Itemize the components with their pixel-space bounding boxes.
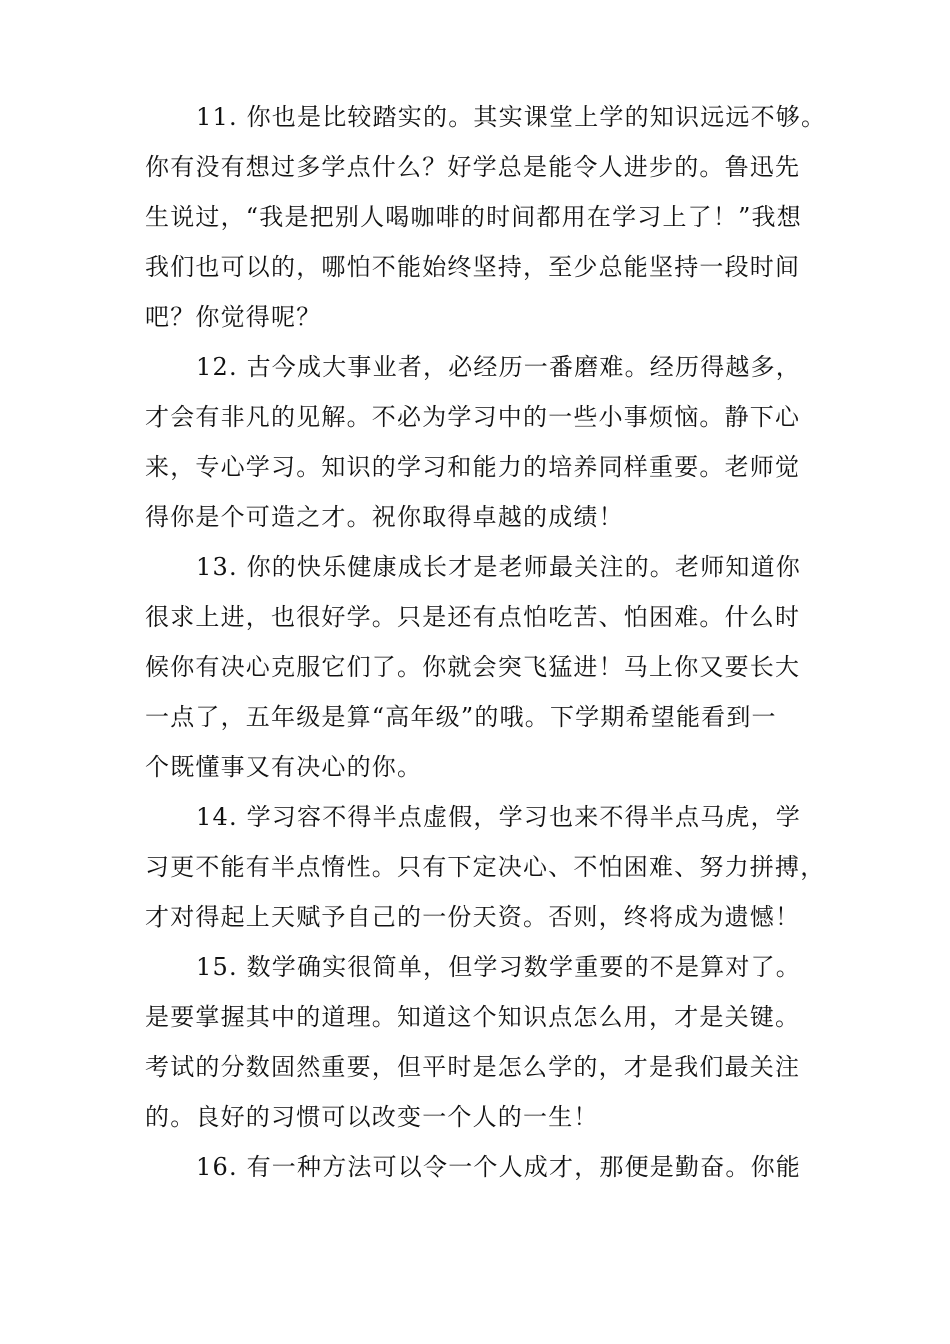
paragraph-11-line-1: 11. 你也是比较踏实的。其实课堂上学的知识远远不够。 xyxy=(196,103,827,131)
paragraph-11-line-5: 吧？你觉得呢？ xyxy=(145,303,322,331)
paragraph-15-line-2: 是要掌握其中的道理。知道这个知识点怎么用，才是关键。 xyxy=(145,1003,801,1031)
paragraph-12-line-4: 得你是个可造之才。祝你取得卓越的成绩！ xyxy=(145,503,624,531)
paragraph-11-line-3: 生说过，“我是把别人喝咖啡的时间都用在学习上了！”我想 xyxy=(145,203,802,231)
paragraph-16-line-1: 16. 有一种方法可以令一个人成才，那便是勤奋。你能 xyxy=(196,1153,801,1181)
paragraph-13-line-5: 个既懂事又有决心的你。 xyxy=(145,753,423,781)
paragraph-11-line-2: 你有没有想过多学点什么？好学总是能令人进步的。鲁迅先 xyxy=(145,153,801,181)
paragraph-15-line-4: 的。良好的习惯可以改变一个人的一生！ xyxy=(145,1103,599,1131)
paragraph-11-line-4: 我们也可以的，哪怕不能始终坚持，至少总能坚持一段时间 xyxy=(145,253,801,281)
paragraph-13-line-1: 13. 你的快乐健康成长才是老师最关注的。老师知道你 xyxy=(196,553,801,581)
paragraph-12-line-3: 来，专心学习。知识的学习和能力的培养同样重要。老师觉 xyxy=(145,453,801,481)
paragraph-13-line-3: 候你有决心克服它们了。你就会突飞猛进！马上你又要长大 xyxy=(145,653,801,681)
paragraph-13-line-4: 一点了，五年级是算“高年级”的哦。下学期希望能看到一 xyxy=(145,703,777,731)
paragraph-15-line-3: 考试的分数固然重要，但平时是怎么学的，才是我们最关注 xyxy=(145,1053,801,1081)
paragraph-12-line-2: 才会有非凡的见解。不必为学习中的一些小事烦恼。静下心 xyxy=(145,403,801,431)
paragraph-14-line-3: 才对得起上天赋予自己的一份天资。否则，终将成为遗憾！ xyxy=(145,903,801,931)
paragraph-13-line-2: 很求上进，也很好学。只是还有点怕吃苦、怕困难。什么时 xyxy=(145,603,801,631)
paragraph-14-line-1: 14. 学习容不得半点虚假，学习也来不得半点马虎，学 xyxy=(196,803,801,831)
paragraph-14-line-2: 习更不能有半点惰性。只有下定决心、不怕困难、努力拼搏， xyxy=(145,853,826,881)
paragraph-15-line-1: 15. 数学确实很简单，但学习数学重要的不是算对了。 xyxy=(196,953,801,981)
paragraph-12-line-1: 12. 古今成大事业者，必经历一番磨难。经历得越多， xyxy=(196,353,801,381)
